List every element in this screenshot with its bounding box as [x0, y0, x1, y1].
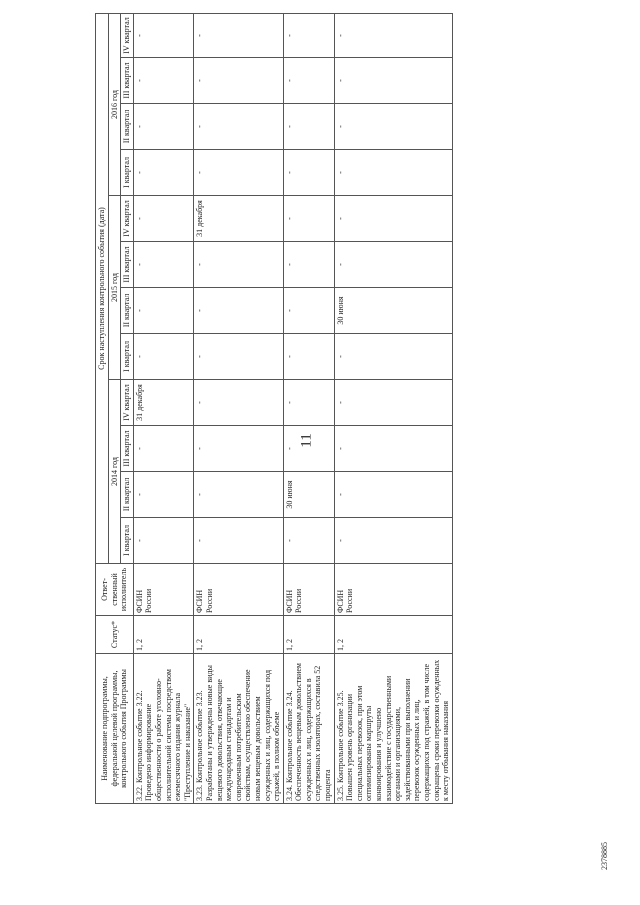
header-quarter: II квартал	[121, 472, 134, 518]
quarter-cell: -	[334, 334, 452, 380]
header-quarter: IV квартал	[121, 13, 134, 57]
header-quarter: II квартал	[121, 288, 134, 334]
quarter-cell: -	[194, 334, 283, 380]
header-status: Статус*	[96, 616, 134, 654]
header-year: 2016 год	[108, 13, 121, 195]
quarter-cell: -	[283, 13, 334, 57]
quarter-cell: -	[194, 518, 283, 564]
quarter-cell: -	[194, 58, 283, 104]
quarter-cell: -	[283, 196, 334, 242]
control-events-table	[95, 13, 453, 804]
header-name: Наименование подпрограммы, федеральной целевой программы, контрольного события Программы	[96, 654, 134, 804]
header-quarter: I квартал	[121, 334, 134, 380]
event-status: 1, 2	[194, 616, 283, 654]
quarter-cell: -	[283, 380, 334, 426]
table-row	[334, 13, 452, 803]
quarter-cell: -	[334, 242, 452, 288]
quarter-cell: -	[334, 426, 452, 472]
header-quarter: IV квартал	[121, 380, 134, 426]
quarter-cell: -	[194, 472, 283, 518]
quarter-cell: -	[283, 288, 334, 334]
quarter-cell: -	[283, 150, 334, 196]
quarter-cell: -	[334, 150, 452, 196]
quarter-cell: -	[133, 13, 194, 57]
table-row	[283, 13, 334, 803]
event-name: 3.22. Контрольное событие 3.22. Проведено информирование общественности о работе уголовно-исполнительной системы посредством ежемесячного издания журнала "Преступление и наказание"	[133, 654, 194, 804]
event-name: 3.23. Контрольное событие 3.23. Разработаны и утверждены новые виды вещевого довольствия, отвечающие международным стандартам и современным потребительским свойствам, осуществлено обеспечение новым вещевым довольствием осужденных и лиц, содержащихся под стражей, в полном объеме	[194, 654, 283, 804]
quarter-cell: -	[133, 196, 194, 242]
quarter-cell: -	[334, 104, 452, 150]
quarter-cell: -	[334, 196, 452, 242]
quarter-cell: -	[194, 150, 283, 196]
quarter-cell: -	[133, 518, 194, 564]
quarter-cell: -	[283, 334, 334, 380]
quarter-cell: 30 июня	[334, 288, 452, 334]
quarter-cell: -	[133, 334, 194, 380]
quarter-cell: -	[133, 288, 194, 334]
event-executor: ФСИН России	[133, 564, 194, 616]
header-year: 2014 год	[108, 380, 121, 564]
quarter-cell: -	[283, 58, 334, 104]
quarter-cell: -	[133, 104, 194, 150]
quarter-cell: 30 июня	[283, 472, 334, 518]
event-executor: ФСИН России	[334, 564, 452, 616]
quarter-cell: -	[334, 58, 452, 104]
quarter-cell: -	[334, 380, 452, 426]
quarter-cell: -	[133, 150, 194, 196]
header-quarter: III квартал	[121, 242, 134, 288]
quarter-cell: -	[194, 288, 283, 334]
quarter-cell: 31 декабря	[194, 196, 283, 242]
quarter-cell: -	[283, 104, 334, 150]
document-number: 2378885	[600, 842, 609, 870]
event-status: 1, 2	[133, 616, 194, 654]
event-status: 1, 2	[283, 616, 334, 654]
header-quarter: III квартал	[121, 58, 134, 104]
quarter-cell: -	[334, 472, 452, 518]
quarter-cell: -	[194, 242, 283, 288]
quarter-cell: -	[194, 426, 283, 472]
quarter-cell: -	[133, 426, 194, 472]
quarter-cell: -	[133, 58, 194, 104]
quarter-cell: -	[194, 13, 283, 57]
header-quarter: I квартал	[121, 518, 134, 564]
quarter-cell: -	[283, 242, 334, 288]
quarter-cell: -	[283, 426, 334, 472]
event-executor: ФСИН России	[283, 564, 334, 616]
header-deadline: Срок наступления контрольного события (дата)	[96, 13, 109, 563]
event-executor: ФСИН России	[194, 564, 283, 616]
header-quarter: IV квартал	[121, 196, 134, 242]
header-executor: Ответ-ственный исполнитель	[96, 564, 134, 616]
quarter-cell: 31 декабря	[133, 380, 194, 426]
quarter-cell: -	[194, 104, 283, 150]
event-name: 3.24. Контрольное событие 3.24. Обеспеченность вещевым довольствием осужденных и лиц, содержащихся в следственных изоляторах, составила 52 процента	[283, 654, 334, 804]
header-quarter: II квартал	[121, 104, 134, 150]
page-number: 11	[298, 433, 315, 448]
table-row	[194, 13, 283, 803]
header-quarter: I квартал	[121, 150, 134, 196]
quarter-cell: -	[133, 242, 194, 288]
quarter-cell: -	[283, 518, 334, 564]
quarter-cell: -	[133, 472, 194, 518]
rotated-page	[95, 14, 640, 804]
quarter-cell: -	[334, 518, 452, 564]
event-status: 1, 2	[334, 616, 452, 654]
header-quarter: III квартал	[121, 426, 134, 472]
event-name: 3.25. Контрольное событие 3.25. Повышен уровень организации специальных перевозок, при этом оптимизированы маршруты конвоирования и улучшено взаимодействие с государственными органами и организациями, задействованными при выполнении перевозок осужденных и лиц, содержащихся под стражей, в том числе сокращены сроки перевозки осужденных к месту отбывания наказания	[334, 654, 452, 804]
header-year: 2015 год	[108, 196, 121, 380]
quarter-cell: -	[194, 380, 283, 426]
table-row	[133, 13, 194, 803]
quarter-cell: -	[334, 13, 452, 57]
